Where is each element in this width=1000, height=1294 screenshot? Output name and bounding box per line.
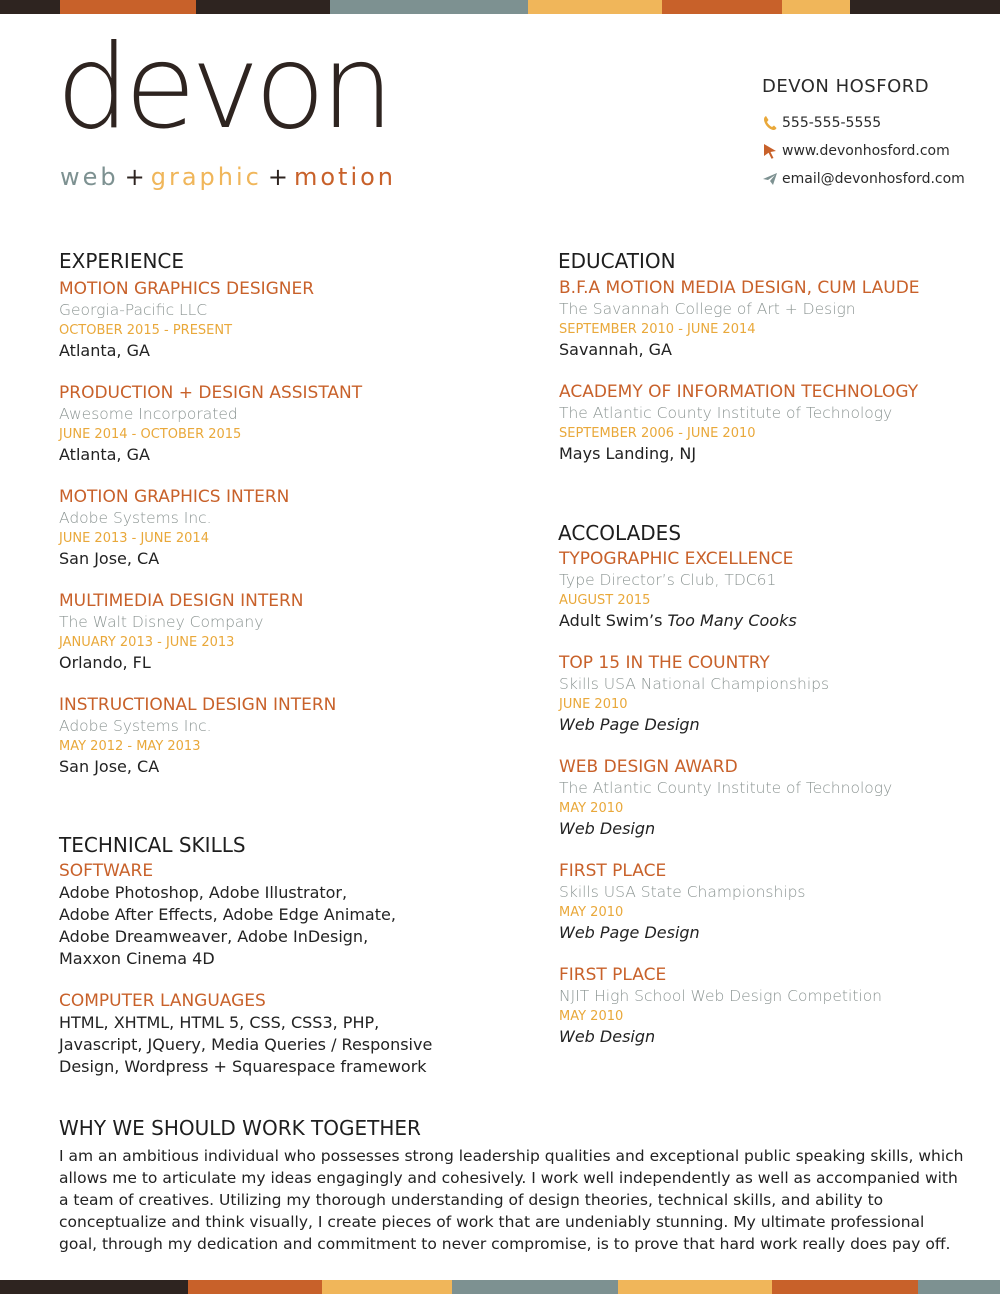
experience-heading: EXPERIENCE — [59, 249, 185, 273]
contact-email-row[interactable] — [762, 165, 965, 193]
job-dates: JUNE 2014 - OCTOBER 2015 — [59, 427, 242, 442]
accolade-date: JUNE 2010 — [559, 697, 628, 712]
school-name: The Atlantic County Institute of Technology — [559, 404, 893, 422]
education-heading: EDUCATION — [558, 249, 676, 273]
why-line: goal, through my dedication and commitment to never compromise, is to prove that hard work really does pay off. — [59, 1235, 951, 1253]
job-dates: OCTOBER 2015 - PRESENT — [59, 323, 233, 338]
accolade-issuer: The Atlantic County Institute of Technology — [559, 779, 893, 797]
job-location: Atlanta, GA — [59, 341, 150, 360]
accolade-date: AUGUST 2015 — [559, 593, 651, 608]
education-dates: SEPTEMBER 2010 - JUNE 2014 — [559, 322, 756, 337]
accolade-note-italic: Too Many Cooks — [667, 611, 797, 630]
accolades-heading: ACCOLADES — [558, 521, 682, 545]
accolade-issuer: Skills USA National Championships — [559, 675, 830, 693]
why-line: a team of creatives. Utilizing my thorough understanding of design theories, technical skills, and ability to — [59, 1191, 884, 1209]
accolade-date: MAY 2010 — [559, 801, 624, 816]
contact-website-row[interactable] — [762, 137, 965, 165]
why-line: allows me to articulate my ideas engagingly and cohesively. I work well independently as well as accompanied with — [59, 1169, 958, 1187]
phone-icon — [762, 115, 778, 131]
accolade-issuer: Skills USA State Championships — [559, 883, 806, 901]
degree-title: ACADEMY OF INFORMATION TECHNOLOGY — [559, 382, 919, 402]
accolade-title: WEB DESIGN AWARD — [559, 757, 738, 777]
tagline-graphic: graphic — [150, 163, 262, 191]
experience-entry — [59, 486, 529, 570]
accolade-title: FIRST PLACE — [559, 965, 667, 985]
why-heading: WHY WE SHOULD WORK TOGETHER — [59, 1116, 421, 1140]
tagline-plus: + — [267, 163, 288, 191]
languages-title: COMPUTER LANGUAGES — [59, 991, 266, 1011]
accolade-note-plain: Adult Swim’s — [559, 611, 668, 630]
experience-entry — [59, 694, 529, 778]
job-dates: JUNE 2013 - JUNE 2014 — [59, 531, 209, 546]
company-name: The Walt Disney Company — [59, 613, 264, 631]
contact-website[interactable]: www.devonhosford.com — [782, 143, 950, 159]
stripe-segment — [662, 0, 782, 14]
contact-phone-row — [762, 109, 965, 137]
job-title: INSTRUCTIONAL DESIGN INTERN — [59, 695, 337, 715]
accolade-title: TYPOGRAPHIC EXCELLENCE — [559, 549, 794, 569]
tagline-web: web — [60, 163, 119, 191]
accolade-title: TOP 15 IN THE COUNTRY — [559, 653, 770, 673]
contact-block — [762, 76, 965, 193]
why-paragraph — [59, 1145, 964, 1255]
bottom-color-stripe — [0, 1280, 1000, 1294]
contact-email[interactable]: email@devonhosford.com — [782, 171, 965, 187]
job-title: MOTION GRAPHICS INTERN — [59, 487, 290, 507]
company-name: Awesome Incorporated — [59, 405, 238, 423]
job-dates: MAY 2012 - MAY 2013 — [59, 739, 201, 754]
logo-tagline — [60, 163, 396, 191]
stripe-segment — [782, 0, 850, 14]
school-name: The Savannah College of Art + Design — [559, 300, 856, 318]
degree-title: B.F.A MOTION MEDIA DESIGN, CUM LAUDE — [559, 278, 920, 298]
stripe-segment — [850, 0, 1000, 14]
experience-entry — [59, 278, 529, 362]
school-location: Mays Landing, NJ — [559, 444, 697, 463]
school-location: Savannah, GA — [559, 340, 672, 359]
skills-line: Adobe After Effects, Adobe Edge Animate, — [59, 905, 396, 924]
software-skills — [59, 860, 479, 970]
education-list — [559, 277, 979, 485]
job-dates: JANUARY 2013 - JUNE 2013 — [59, 635, 235, 650]
job-title: PRODUCTION + DESIGN ASSISTANT — [59, 383, 363, 403]
skills-line: Design, Wordpress + Squarespace framework — [59, 1057, 427, 1076]
stripe-segment — [0, 1280, 188, 1294]
job-location: San Jose, CA — [59, 549, 160, 568]
experience-list — [59, 278, 529, 798]
accolade-date: MAY 2010 — [559, 1009, 624, 1024]
accolade-entry — [559, 860, 979, 944]
experience-entry — [59, 590, 529, 674]
experience-entry — [59, 382, 529, 466]
skills-line: Maxxon Cinema 4D — [59, 949, 215, 968]
company-name: Georgia-Pacific LLC — [59, 301, 208, 319]
education-entry — [559, 277, 979, 361]
skills-line: Javascript, JQuery, Media Queries / Responsive — [59, 1035, 433, 1054]
software-title: SOFTWARE — [59, 861, 154, 881]
accolade-issuer: Type Director’s Club, TDC61 — [559, 571, 777, 589]
cursor-icon — [762, 143, 778, 159]
job-location: San Jose, CA — [59, 757, 160, 776]
education-entry — [559, 381, 979, 465]
stripe-segment — [772, 1280, 918, 1294]
stripe-segment — [618, 1280, 772, 1294]
technical-skills-heading: TECHNICAL SKILLS — [59, 833, 246, 857]
stripe-segment — [322, 1280, 452, 1294]
stripe-segment — [918, 1280, 1000, 1294]
stripe-segment — [452, 1280, 618, 1294]
job-title: MOTION GRAPHICS DESIGNER — [59, 279, 315, 299]
why-line: I am an ambitious individual who possesses strong leadership qualities and exceptional public speaking skills, which — [59, 1147, 964, 1165]
why-line: conceptualize and think visually, I create pieces of work that are undeniably stunning. My ultimate professional — [59, 1213, 925, 1231]
logo-wordmark: devon — [56, 20, 390, 155]
accolade-note — [559, 610, 979, 632]
language-skills — [59, 990, 479, 1078]
stripe-segment — [330, 0, 528, 14]
tagline-motion: motion — [293, 163, 397, 191]
stripe-segment — [196, 0, 330, 14]
accolade-issuer: NJIT High School Web Design Competition — [559, 987, 883, 1005]
accolade-title: FIRST PLACE — [559, 861, 667, 881]
job-location: Atlanta, GA — [59, 445, 150, 464]
stripe-segment — [0, 0, 60, 14]
paper-plane-icon — [762, 171, 778, 187]
education-dates: SEPTEMBER 2006 - JUNE 2010 — [559, 426, 756, 441]
stripe-segment — [528, 0, 662, 14]
company-name: Adobe Systems Inc. — [59, 509, 212, 527]
accolade-note: Web Page Design — [559, 715, 700, 734]
stripe-segment — [60, 0, 196, 14]
accolade-note: Web Page Design — [559, 923, 700, 942]
tagline-plus: + — [124, 163, 145, 191]
contact-name: DEVON HOSFORD — [762, 76, 930, 97]
accolade-note: Web Design — [559, 1027, 656, 1046]
accolades-list — [559, 548, 979, 1068]
skills-line: HTML, XHTML, HTML 5, CSS, CSS3, PHP, — [59, 1013, 380, 1032]
skills-line: Adobe Photoshop, Adobe Illustrator, — [59, 883, 348, 902]
skills-line: Adobe Dreamweaver, Adobe InDesign, — [59, 927, 369, 946]
job-location: Orlando, FL — [59, 653, 151, 672]
accolade-entry — [559, 964, 979, 1048]
company-name: Adobe Systems Inc. — [59, 717, 212, 735]
accolade-note: Web Design — [559, 819, 656, 838]
accolade-date: MAY 2010 — [559, 905, 624, 920]
top-color-stripe — [0, 0, 1000, 14]
contact-phone: 555-555-5555 — [782, 115, 882, 131]
stripe-segment — [188, 1280, 322, 1294]
job-title: MULTIMEDIA DESIGN INTERN — [59, 591, 304, 611]
accolade-entry — [559, 652, 979, 736]
accolade-entry — [559, 756, 979, 840]
accolade-entry — [559, 548, 979, 632]
